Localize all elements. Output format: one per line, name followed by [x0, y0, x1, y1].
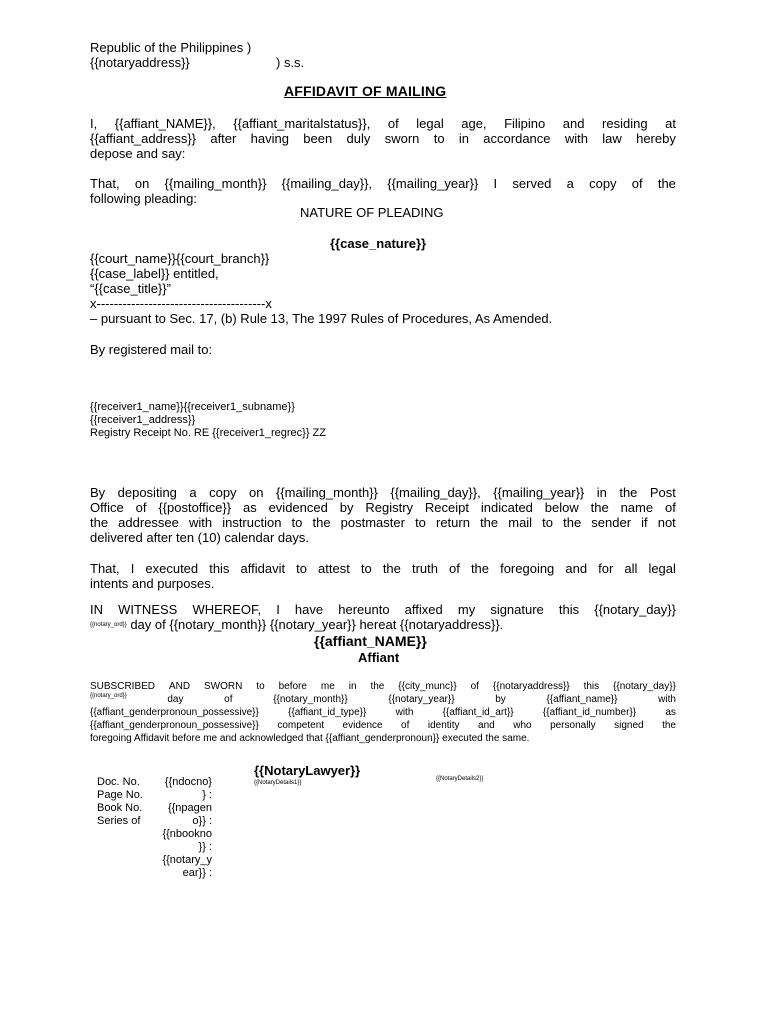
word: {{notaryaddress}} [492, 681, 570, 692]
word: IN [90, 602, 103, 617]
registered-mail-label: By registered mail to: [90, 342, 213, 357]
notary-details-1: {{NotaryDetails1}} [254, 780, 302, 786]
word: legal [416, 116, 444, 131]
justified-line [90, 176, 676, 191]
word: if [641, 515, 648, 530]
word: the [382, 561, 401, 576]
word: at [665, 116, 676, 131]
word: to [256, 681, 265, 692]
doc-value: {{ndocno} [164, 776, 212, 788]
word: copy [589, 176, 617, 191]
word: evidenced [268, 500, 328, 515]
word: this [209, 561, 230, 576]
word: in [596, 485, 607, 500]
word: all [624, 561, 638, 576]
word: this [583, 681, 600, 692]
venue-notary-address: {{notaryaddress}} [90, 55, 190, 70]
text-line: intents and purposes. [90, 576, 215, 591]
word: Filipino [504, 116, 546, 131]
word: mail [508, 515, 533, 530]
text-line: foregoing Affidavit before me and acknowledged that {{affiant_genderpronoun}} executed the same. [90, 733, 530, 744]
word: of [631, 176, 643, 191]
word: instruction [222, 515, 282, 530]
word: and [478, 720, 495, 731]
book-no-label: Book No. [97, 802, 143, 814]
notary-lawyer: {{NotaryLawyer}} [254, 763, 361, 778]
word: day [167, 694, 184, 705]
word: the [563, 515, 582, 530]
word: to [291, 515, 303, 530]
case-label: {{case_label}} entitled, [90, 266, 219, 281]
word: {{mailing_year}} [387, 176, 479, 191]
word: below [544, 500, 579, 515]
word: I [276, 602, 280, 617]
word: residing [602, 116, 648, 131]
word: as [242, 500, 257, 515]
word: of [470, 681, 479, 692]
nature-of-pleading-heading: NATURE OF PLEADING [300, 205, 444, 220]
word: {{affiant_address}} [90, 131, 197, 146]
word: {{notary_year}} [388, 694, 455, 705]
word: By [90, 485, 106, 500]
word: signature [490, 602, 544, 617]
word: sender [591, 515, 632, 530]
page-no-label: Page No. [97, 789, 143, 801]
paragraph-affiant-intro [90, 116, 676, 161]
word: the [657, 176, 676, 191]
word: personally [550, 720, 596, 731]
paragraph-attest [90, 561, 676, 591]
word: to [433, 131, 445, 146]
notary-details-2: {{NotaryDetails2}} [436, 776, 484, 782]
word: {{affiant_id_art}} [442, 707, 514, 718]
text-line [90, 617, 676, 632]
word: Office [90, 500, 124, 515]
justified-line [90, 500, 676, 515]
text-line: depose and say: [90, 146, 186, 161]
justified-line [90, 131, 676, 146]
word: {{mailing_month}} [275, 485, 378, 500]
word: have [294, 602, 324, 617]
word: Receipt [424, 500, 469, 515]
word: executed [145, 561, 199, 576]
word: That, [90, 176, 120, 191]
word: SUBSCRIBED [90, 681, 156, 692]
word: WHEREOF, [192, 602, 262, 617]
word: the [312, 515, 331, 530]
word: {{affiant_name}} [546, 694, 618, 705]
word: I [130, 561, 135, 576]
venue-republic: Republic of the Philippines ) [90, 40, 252, 55]
notary-ord: {{notary_ord}} [90, 693, 127, 699]
justified-line [90, 680, 676, 693]
venue-ss: ) s.s. [276, 55, 305, 70]
word: of [664, 500, 676, 515]
page-value: o}} : [192, 815, 212, 827]
word: {{affiant_id_number}} [542, 707, 637, 718]
word: {{affiant_maritalstatus}}, [233, 116, 371, 131]
word: identity [427, 720, 460, 731]
word: I, [90, 116, 98, 131]
word: legal [648, 561, 676, 576]
word: on [134, 176, 150, 191]
word: {{notary_day}} [594, 602, 676, 617]
word: with [188, 515, 213, 530]
word: indicated [480, 500, 533, 515]
word: addressee [118, 515, 179, 530]
affiant-label: Affiant [358, 650, 400, 665]
word: having [250, 131, 289, 146]
word: {{mailing_day}}, [281, 176, 373, 191]
word: a [189, 485, 197, 500]
word: and [562, 116, 585, 131]
word: That, [90, 561, 120, 576]
word: accordance [483, 131, 551, 146]
book-value: }} : [198, 841, 212, 853]
series-value: {{notary_y [162, 854, 212, 866]
word: {{city_munc}} [398, 681, 457, 692]
book-value: {{nbookno [162, 828, 212, 840]
paragraph-witness [90, 602, 676, 632]
word: in [458, 131, 469, 146]
word: affixed [404, 602, 443, 617]
word: a [566, 176, 574, 191]
paragraph-depositing [90, 485, 676, 545]
word: AND [168, 681, 191, 692]
justified-line [90, 602, 676, 617]
word: the [90, 515, 109, 530]
series-of-label: Series of [97, 815, 141, 827]
word: {{affiant_genderpronoun_possessive}} [90, 707, 259, 718]
word: depositing [117, 485, 177, 500]
word: on [249, 485, 264, 500]
word: for [598, 561, 614, 576]
word: age, [461, 116, 487, 131]
word: not [657, 515, 676, 530]
word: by [495, 694, 506, 705]
receiver-address: {{receiver1_address}} [90, 414, 196, 426]
justified-line [90, 561, 676, 576]
court-name: {{court_name}}{{court_branch}} [90, 251, 270, 266]
word: sworn [384, 131, 420, 146]
word: and [565, 561, 588, 576]
word: after [210, 131, 237, 146]
word: with [658, 694, 676, 705]
word: {{affiant_id_type}} [288, 707, 367, 718]
justified-line [90, 706, 676, 719]
word: hereunto [338, 602, 390, 617]
notary-ord: {{notary_ord}} [90, 622, 127, 628]
word: to [360, 561, 372, 576]
word: me [320, 681, 335, 692]
word: served [512, 176, 552, 191]
word: {{affiant_genderpronoun_possessive}} [90, 720, 259, 731]
text-run: day of {{notary_month}} {{notary_year}} hereat {{notaryaddress}}. [130, 617, 504, 632]
word: the [470, 561, 490, 576]
word: competent [277, 720, 325, 731]
jurat [90, 680, 676, 745]
case-divider: x---------------------------------------x [90, 296, 272, 311]
word: of [224, 694, 233, 705]
word: with [564, 131, 588, 146]
word: duly [346, 131, 371, 146]
word: the [590, 500, 609, 515]
word: the [480, 515, 499, 530]
word: {{notary_day}} [613, 681, 676, 692]
word: to [542, 515, 554, 530]
registry-receipt: Registry Receipt No. RE {{receiver1_regrec}} ZZ [90, 427, 326, 439]
word: this [558, 602, 580, 617]
justified-line [90, 719, 676, 732]
document-title: AFFIDAVIT OF MAILING [284, 83, 447, 99]
series-value: ear}} : [182, 867, 212, 879]
word: hereby [636, 131, 676, 146]
pursuant-clause: – pursuant to Sec. 17, (b) Rule 13, The 1997 Rules of Procedures, As Amended. [90, 311, 553, 326]
word: the [662, 720, 676, 731]
case-title: “{{case_title}}” [90, 281, 171, 296]
word: of [449, 561, 460, 576]
word: the [370, 681, 385, 692]
text-line: delivered after ten (10) calendar days. [90, 530, 309, 545]
word: signed [614, 720, 644, 731]
receiver-name: {{receiver1_name}}{{receiver1_subname}} [90, 401, 295, 413]
word: been [303, 131, 333, 146]
word: law [602, 131, 622, 146]
word: of [387, 116, 399, 131]
word: my [457, 602, 476, 617]
word: with [395, 707, 414, 718]
word: to [296, 561, 307, 576]
word: evidence [342, 720, 383, 731]
word: affidavit [240, 561, 286, 576]
justified-line [90, 693, 676, 706]
word: Post [649, 485, 676, 500]
word: {{affiant_NAME}}, [114, 116, 216, 131]
word: in [348, 681, 357, 692]
case-nature: {{case_nature}} [330, 236, 427, 251]
word: {{mailing_month}} [164, 176, 267, 191]
justified-line [90, 116, 676, 131]
word: I [493, 176, 498, 191]
word: truth [411, 561, 438, 576]
doc-value: } : [202, 789, 212, 801]
word: to [415, 515, 426, 530]
word: {{notary_month}} [273, 694, 348, 705]
text-line: following pleading: [90, 191, 197, 206]
word: attest [318, 561, 350, 576]
paragraph-service [90, 176, 676, 206]
word: name [620, 500, 654, 515]
affiant-signature-name: {{affiant_NAME}} [314, 633, 427, 649]
word: foregoing [500, 561, 555, 576]
word: {{mailing_year}} [493, 485, 585, 500]
word: Registry [365, 500, 414, 515]
word: WITNESS [118, 602, 178, 617]
word: SWORN [204, 681, 243, 692]
word: {{postoffice}} [158, 500, 232, 515]
page-value: {{npagen [167, 802, 212, 814]
word: before [278, 681, 307, 692]
word: {{mailing_day}}, [390, 485, 481, 500]
word: as [665, 707, 676, 718]
word: by [339, 500, 354, 515]
justified-line [90, 515, 676, 530]
word: of [135, 500, 147, 515]
doc-no-label: Doc. No. [97, 776, 140, 788]
word: postmaster [340, 515, 405, 530]
justified-line [90, 485, 676, 500]
word: return [436, 515, 470, 530]
word: copy [209, 485, 237, 500]
word: of [401, 720, 410, 731]
word: the [619, 485, 638, 500]
word: who [513, 720, 532, 731]
